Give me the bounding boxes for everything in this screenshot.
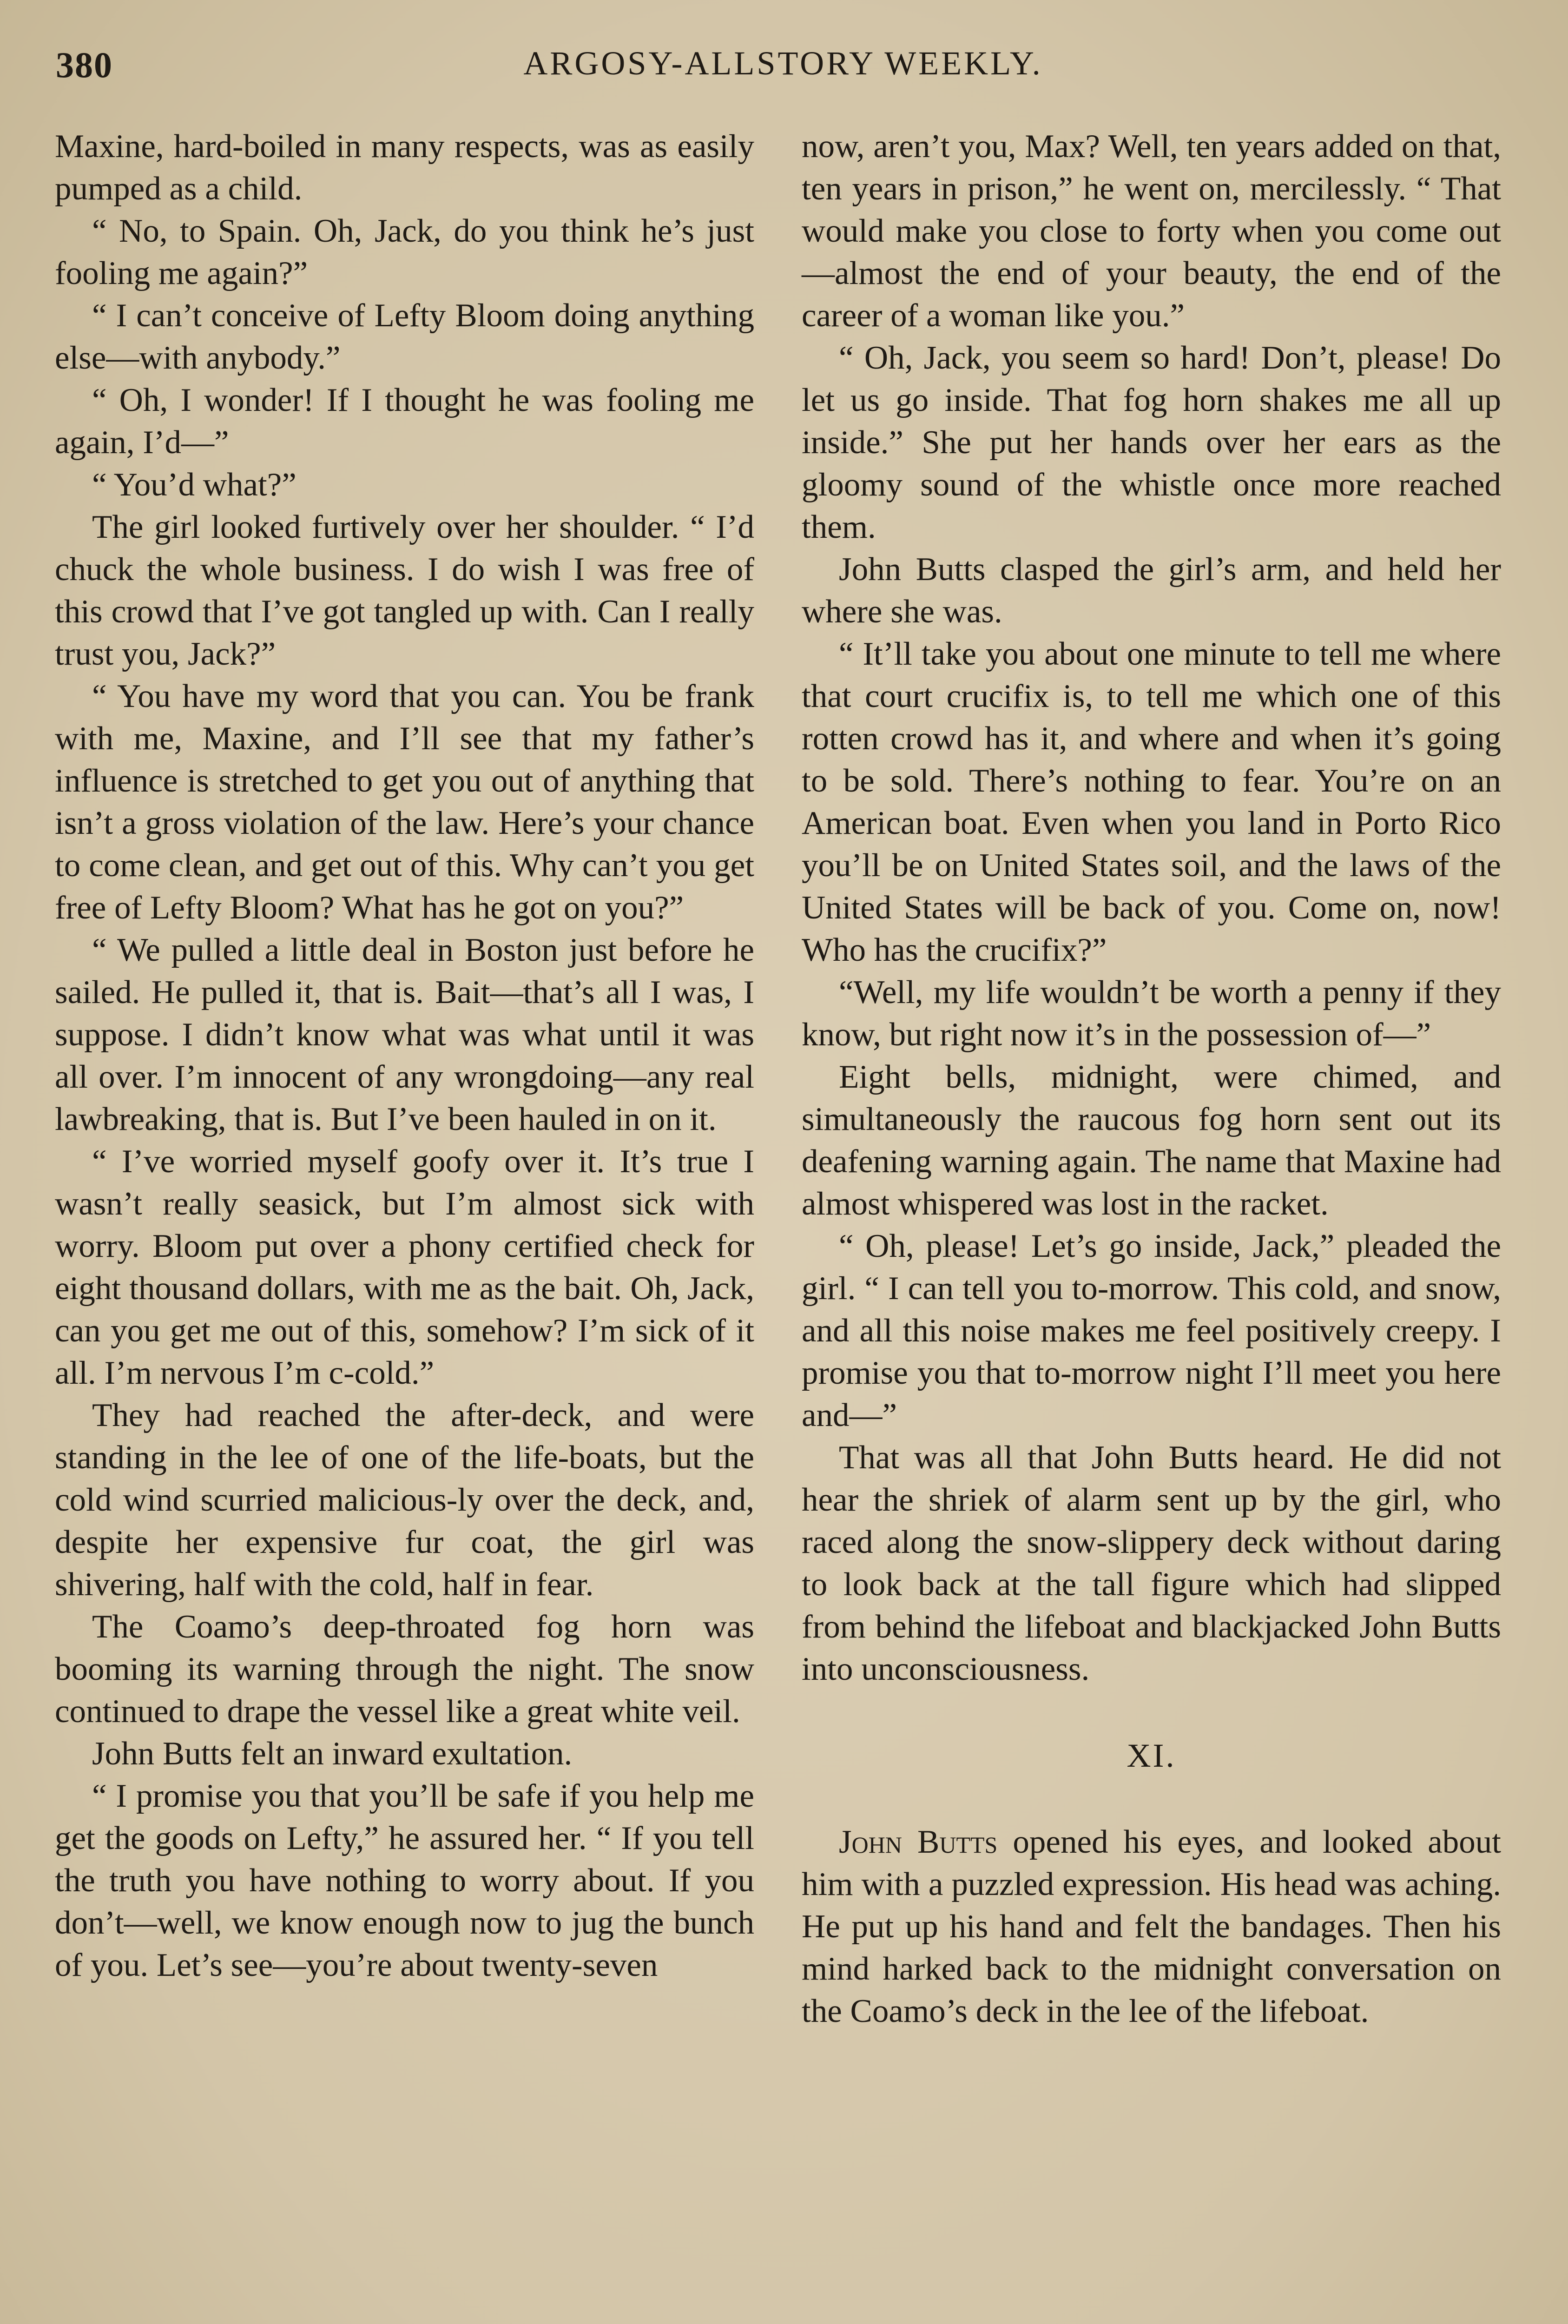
paragraph: “ You have my word that you can. You be frank with me, Maxine, and I’ll see that my father’s influence is stretched to get you out of anything that isn’t a gross violation of the law. Here’s your chance to come clean, and get out of this. Why can’t you get free of Lefty Bloom? What has he got on you?” <box>55 678 754 926</box>
chapter-heading: XI. <box>1127 1737 1176 1774</box>
chapter-opening-text: opened his eyes, and looked about him with a puzzled expression. His head was aching. He put up his hand and felt the bandages. Then his mind harked back to the midnight conversation on the Coamo’s deck in the lee of the lifeboat. <box>802 1824 1502 2029</box>
page-number: 380 <box>56 45 113 85</box>
magazine-title: ARGOSY-ALLSTORY WEEKLY. <box>523 45 1043 82</box>
chapter-opening-paragraph <box>802 1821 1501 2033</box>
paragraph: “Well, my life wouldn’t be worth a penny if they know, but right now it’s in the possession of—” <box>802 974 1501 1053</box>
paragraph: John Butts clasped the girl’s arm, and held her where she was. <box>802 551 1501 630</box>
paragraph: “ Oh, please! Let’s go inside, Jack,” pleaded the girl. “ I can tell you to-morrow. This cold, and snow, and all this noise makes me feel positively creepy. I promise you that to-morrow night I’ll meet you here and—” <box>802 1228 1501 1433</box>
page-header <box>56 44 1510 95</box>
paragraph: They had reached the after-deck, and were standing in the lee of one of the life-boats, but the cold wind scurried malicious-ly over the deck, and, despite her expensive fur coat, the girl was shivering, half with the cold, half in fear. <box>55 1397 754 1603</box>
paragraph: Maxine, hard-boiled in many respects, was as easily pumped as a child. <box>55 128 754 207</box>
paragraph: “ It’ll take you about one minute to tell me where that court crucifix is, to tell me which one of this rotten crowd has it, and where and when it’s going to be sold. There’s nothing to fear. You’re on an American boat. Even when you land in Porto Rico you’ll be on United States soil, and the laws of the United States will be back of you. Come on, now! Who has the crucifix?” <box>802 636 1501 968</box>
right-column <box>802 125 1501 2033</box>
paragraph: “ I promise you that you’ll be safe if you help me get the goods on Lefty,” he assured her. “ If you tell the truth you have nothing to worry about. If you don’t—well, we know enough now to jug the bunch of you. Let’s see—you’re about twenty-seven <box>55 1778 754 1983</box>
paragraph: now, aren’t you, Max? Well, ten years added on that, ten years in prison,” he went on, mercilessly. “ That would make you close to forty when you come out—almost the end of your beauty, the end of the career of a woman like you.” <box>802 128 1501 334</box>
paragraph: “ We pulled a little deal in Boston just before he sailed. He pulled it, that is. Bait—that’s all I was, I suppose. I didn’t know what was what until it was all over. I’m innocent of any wrongdoing—any real lawbreaking, that is. But I’ve been hauled in on it. <box>55 932 754 1137</box>
paragraph: “ I’ve worried myself goofy over it. It’s true I wasn’t really seasick, but I’m almost sick with worry. Bloom put over a phony certified check for eight thousand dollars, with me as the bait. Oh, Jack, can you get me out of this, somehow? I’m sick of it all. I’m nervous I’m c-cold.” <box>55 1143 754 1391</box>
paragraph: “ You’d what?” <box>92 467 296 503</box>
paragraph: That was all that John Butts heard. He did not hear the shriek of alarm sent up by the girl, who raced along the snow-slippery deck without daring to look back at the tall figure which had slipped from behind the lifeboat and blackjacked John Butts into unconsciousness. <box>802 1439 1501 1687</box>
left-column <box>55 125 754 1987</box>
paragraph: “ I can’t conceive of Lefty Bloom doing anything else—with anybody.” <box>55 297 754 376</box>
paragraph: “ Oh, Jack, you seem so hard! Don’t, please! Do let us go inside. That fog horn shakes me all up inside.” She put her hands over her ears as the gloomy sound of the whistle once more reached them. <box>802 340 1501 545</box>
chapter-opening-name: John Butts <box>839 1824 998 1860</box>
paragraph: The Coamo’s deep-throated fog horn was booming its warning through the night. The snow continued to drape the vessel like a great white veil. <box>55 1609 754 1730</box>
paragraph: Eight bells, midnight, were chimed, and simultaneously the raucous fog horn sent out its deafening warning again. The name that Maxine had almost whispered was lost in the racket. <box>802 1059 1501 1222</box>
paragraph: John Butts felt an inward exultation. <box>92 1736 573 1772</box>
paragraph: “ Oh, I wonder! If I thought he was fooling me again, I’d—” <box>55 382 754 461</box>
paragraph: The girl looked furtively over her shoulder. “ I’d chuck the whole business. I do wish I was free of this crowd that I’ve got tangled up with. Can I really trust you, Jack?” <box>55 509 754 672</box>
paragraph: “ No, to Spain. Oh, Jack, do you think he’s just fooling me again?” <box>55 213 754 291</box>
